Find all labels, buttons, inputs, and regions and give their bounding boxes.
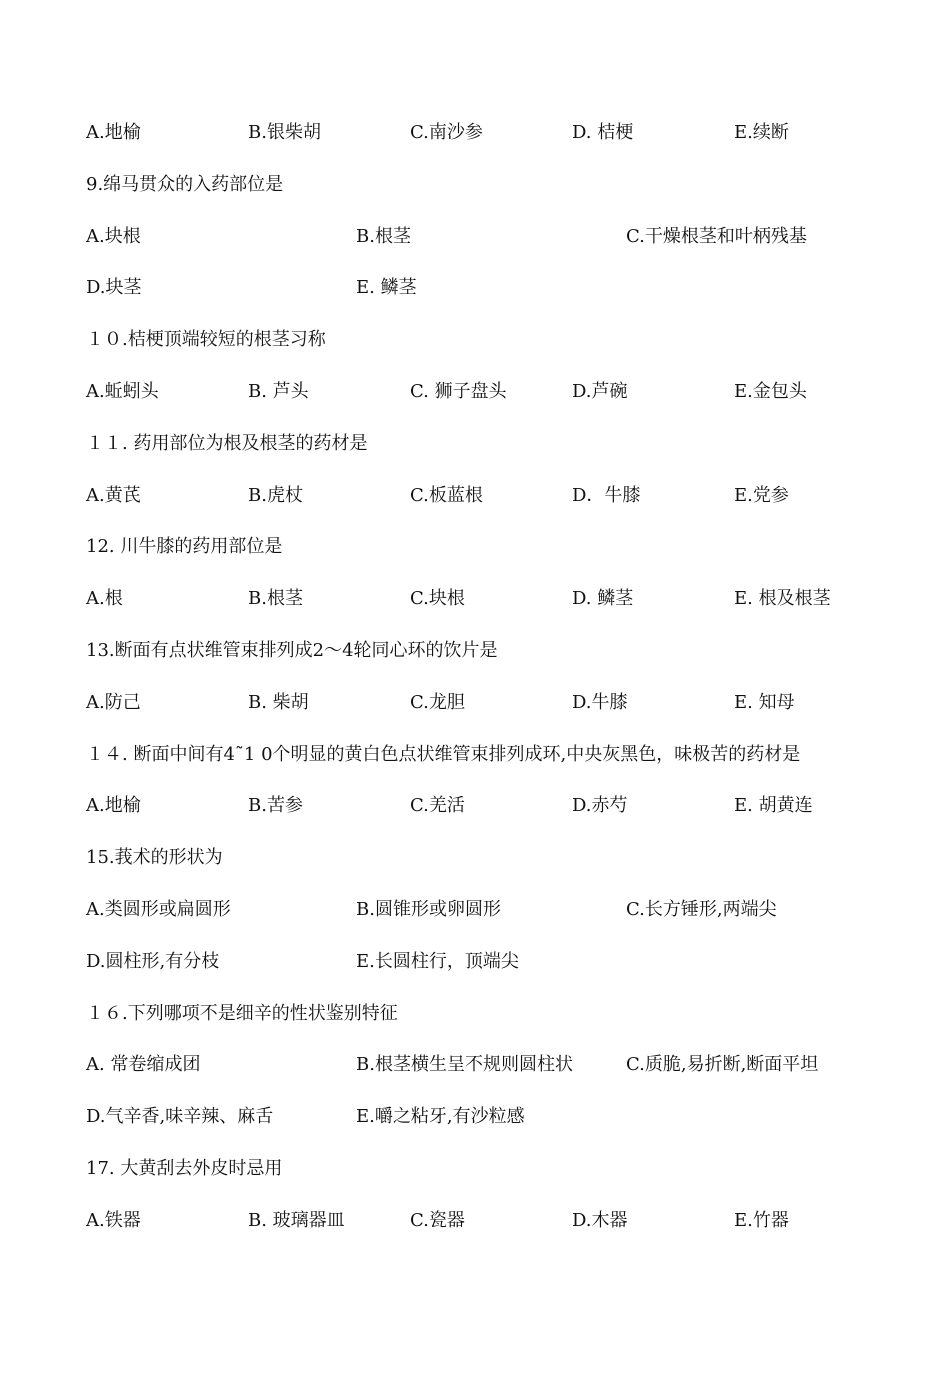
answer-option: B.银柴胡 <box>248 122 321 143</box>
options-line <box>0 896 950 924</box>
answer-option: D.牛膝 <box>572 692 628 713</box>
question-text: １１. 药用部位为根及根茎的药材是 <box>86 433 368 454</box>
answer-option: B. 柴胡 <box>248 692 309 713</box>
answer-option: D.圆柱形,有分枝 <box>86 951 220 972</box>
question-text: 9.绵马贯众的入药部位是 <box>86 174 284 195</box>
answer-option: B.圆锥形或卵圆形 <box>356 899 501 920</box>
answer-option: C.羌活 <box>410 795 465 816</box>
question-line <box>0 533 950 561</box>
answer-option: E.嚼之粘牙,有沙粒感 <box>356 1106 525 1127</box>
answer-option: A.蚯蚓头 <box>86 381 159 402</box>
options-line <box>0 1051 950 1079</box>
answer-option: C.板蓝根 <box>410 485 483 506</box>
options-line <box>0 378 950 406</box>
question-text: 17. 大黄刮去外皮时忌用 <box>86 1158 283 1179</box>
answer-option: A.根 <box>86 588 123 609</box>
answer-option: D.木器 <box>572 1210 628 1231</box>
question-text: １６.下列哪项不是细辛的性状鉴别特征 <box>86 1003 398 1024</box>
answer-option: B. 玻璃器皿 <box>248 1210 345 1231</box>
answer-option: B.根茎横生呈不规则圆柱状 <box>356 1054 573 1075</box>
answer-option: C.瓷器 <box>410 1210 465 1231</box>
answer-option: E.续断 <box>734 122 789 143</box>
answer-option: D．牛膝 <box>572 485 641 506</box>
answer-option: E. 根及根茎 <box>734 588 831 609</box>
options-line <box>0 1207 950 1235</box>
answer-option: C.龙胆 <box>410 692 465 713</box>
answer-option: D.气辛香,味辛辣、麻舌 <box>86 1106 274 1127</box>
answer-option: D.赤芍 <box>572 795 628 816</box>
answer-option: D. 鳞茎 <box>572 588 634 609</box>
answer-option: B.苦参 <box>248 795 303 816</box>
answer-option: E. 鳞茎 <box>356 277 417 298</box>
answer-option: A.铁器 <box>86 1210 141 1231</box>
question-line <box>0 844 950 872</box>
answer-option: A.黄芪 <box>86 485 141 506</box>
answer-option: C.块根 <box>410 588 465 609</box>
question-line <box>0 171 950 199</box>
options-line <box>0 274 950 302</box>
answer-option: E.长圆柱行，顶端尖 <box>356 951 519 972</box>
answer-option: A.防己 <box>86 692 141 713</box>
answer-option: B.虎杖 <box>248 485 303 506</box>
answer-option: C.长方锤形,两端尖 <box>626 899 777 920</box>
question-text: 15.莪术的形状为 <box>86 847 223 868</box>
question-line <box>0 326 950 354</box>
answer-option: D.块茎 <box>86 277 142 298</box>
options-line <box>0 948 950 976</box>
answer-option: C.质脆,易折断,断面平坦 <box>626 1054 819 1075</box>
question-line <box>0 1155 950 1183</box>
question-line <box>0 430 950 458</box>
answer-option: E. 胡黄连 <box>734 795 813 816</box>
answer-option: A.类圆形或扁圆形 <box>86 899 231 920</box>
answer-option: B. 芦头 <box>248 381 309 402</box>
options-line <box>0 223 950 251</box>
answer-option: A. 常卷缩成团 <box>86 1054 201 1075</box>
answer-option: A.块根 <box>86 226 141 247</box>
answer-option: D. 桔梗 <box>572 122 634 143</box>
question-line <box>0 1000 950 1028</box>
question-text: １０.桔梗顶端较短的根茎习称 <box>86 329 326 350</box>
answer-option: E.金包头 <box>734 381 807 402</box>
answer-option: E.党参 <box>734 485 789 506</box>
options-line <box>0 1103 950 1131</box>
options-line <box>0 585 950 613</box>
options-line <box>0 689 950 717</box>
answer-option: A.地榆 <box>86 122 141 143</box>
answer-option: E.竹器 <box>734 1210 789 1231</box>
answer-option: E. 知母 <box>734 692 795 713</box>
question-text: １４. 断面中间有4˜1 0个明显的黄白色点状维管束排列成环,中央灰黑色，味极苦的药材是 <box>86 744 801 765</box>
options-line <box>0 792 950 820</box>
answer-option: A.地榆 <box>86 795 141 816</box>
answer-option: C. 狮子盘头 <box>410 381 507 402</box>
question-text: 12. 川牛膝的药用部位是 <box>86 536 283 557</box>
question-line <box>0 637 950 665</box>
answer-option: C.南沙参 <box>410 122 483 143</box>
question-line <box>0 741 950 769</box>
question-text: 13.断面有点状维管束排列成2～4轮同心环的饮片是 <box>86 640 498 661</box>
answer-option: C.干燥根茎和叶柄残基 <box>626 226 807 247</box>
options-line <box>0 119 950 147</box>
options-line <box>0 482 950 510</box>
answer-option: D.芦碗 <box>572 381 628 402</box>
answer-option: B.根茎 <box>356 226 411 247</box>
answer-option: B.根茎 <box>248 588 303 609</box>
